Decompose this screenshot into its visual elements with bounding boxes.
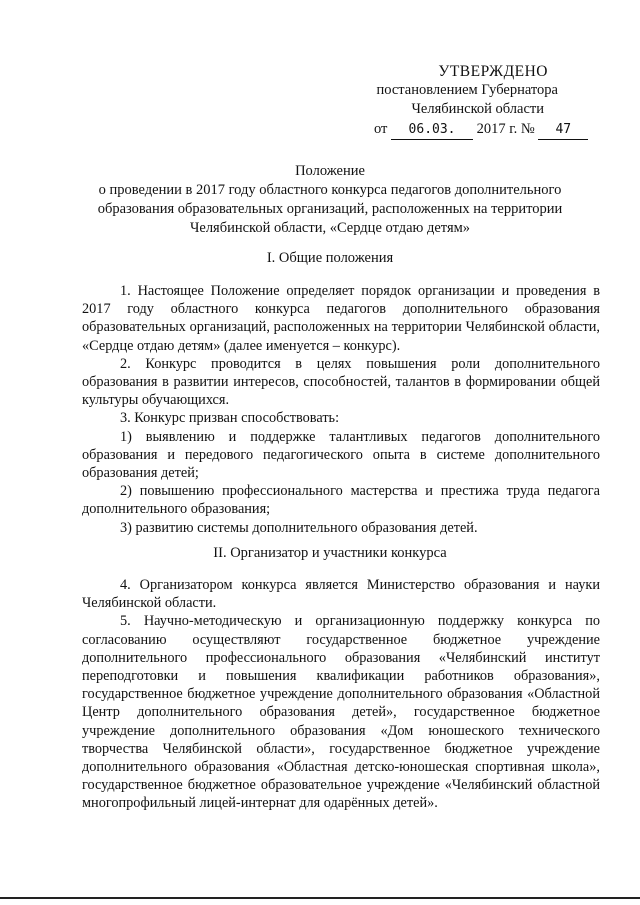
year-number-label: 2017 г. № [476,121,535,137]
document-title [70,162,590,238]
paragraph-3-item-1: 1) выявлению и поддержке талантливых педагогов дополнительного образования и передового педагогического опыта в системе дополнительного образования детей; [82,428,600,482]
handwritten-number: 47 [538,120,588,140]
paragraph-1: 1. Настоящее Положение определяет порядок организации и проведения в 2017 году областного конкурса педагогов дополнительного образования образовательных организаций, расположенных на территории Челябинской области, «Сердце отдаю детям» (далее именуется – конкурс). [82,283,600,354]
approval-date-line [360,120,600,140]
title-line-1: Положение [295,163,365,179]
scan-bottom-edge [0,897,640,899]
paragraph-2: 2. Конкурс проводится в целях повышения роли дополнительного образования в развитии интересов, способностей, талантов в формировании общей культуры обучающихся. [82,355,600,409]
approval-title: УТВЕРЖДЕНО [438,63,548,80]
title-line-3: образования образовательных организаций, расположенных на территории [97,201,563,217]
from-label: от [374,121,388,137]
title-line-2: о проведении в 2017 году областного конкурса педагогов дополнительного [98,182,562,198]
approval-line-1: постановлением Губернатора [376,82,558,98]
approval-block [360,62,600,140]
paragraph-5: 5. Научно-методическую и организационную поддержку конкурса по согласованию осуществляют государственное бюджетное учреждение дополнительного профессионального образования «Челябинский институт переподготовки и повышения квалификации работников образования», государственное бюджетное учреждение дополнительного образования «Областной Центр дополнительного образования детей», государственное бюджетное учреждение дополнительного образования «Дом юношеского технического творчества Челябинской области», государственное бюджетное учреждение дополнительного образования «Областная детско-юношеская спортивная школа», государственное бюджетное образовательное учреждение «Челябинский областной многопрофильный лицей-интернат для одарённых детей». [82,613,600,812]
handwritten-date: 06.03. [391,120,473,140]
approval-line-2: Челябинской области [411,101,544,117]
section-1-heading: I. Общие положения [266,250,394,266]
paragraph-3-item-3: 3) развитию системы дополнительного образования детей. [120,519,478,536]
section-2-body [82,576,600,813]
paragraph-4: 4. Организатором конкурса является Министерство образования и науки Челябинской области. [82,577,600,612]
section-1-body [82,282,600,537]
paragraph-3-item-2: 2) повышению профессионального мастерства и престижа труда педагога дополнительного образования; [82,483,600,518]
title-line-4: Челябинской области, «Сердце отдаю детям» [189,220,471,236]
section-2-heading: II. Организатор и участники конкурса [213,545,447,561]
paragraph-3: 3. Конкурс призван способствовать: [120,410,340,427]
